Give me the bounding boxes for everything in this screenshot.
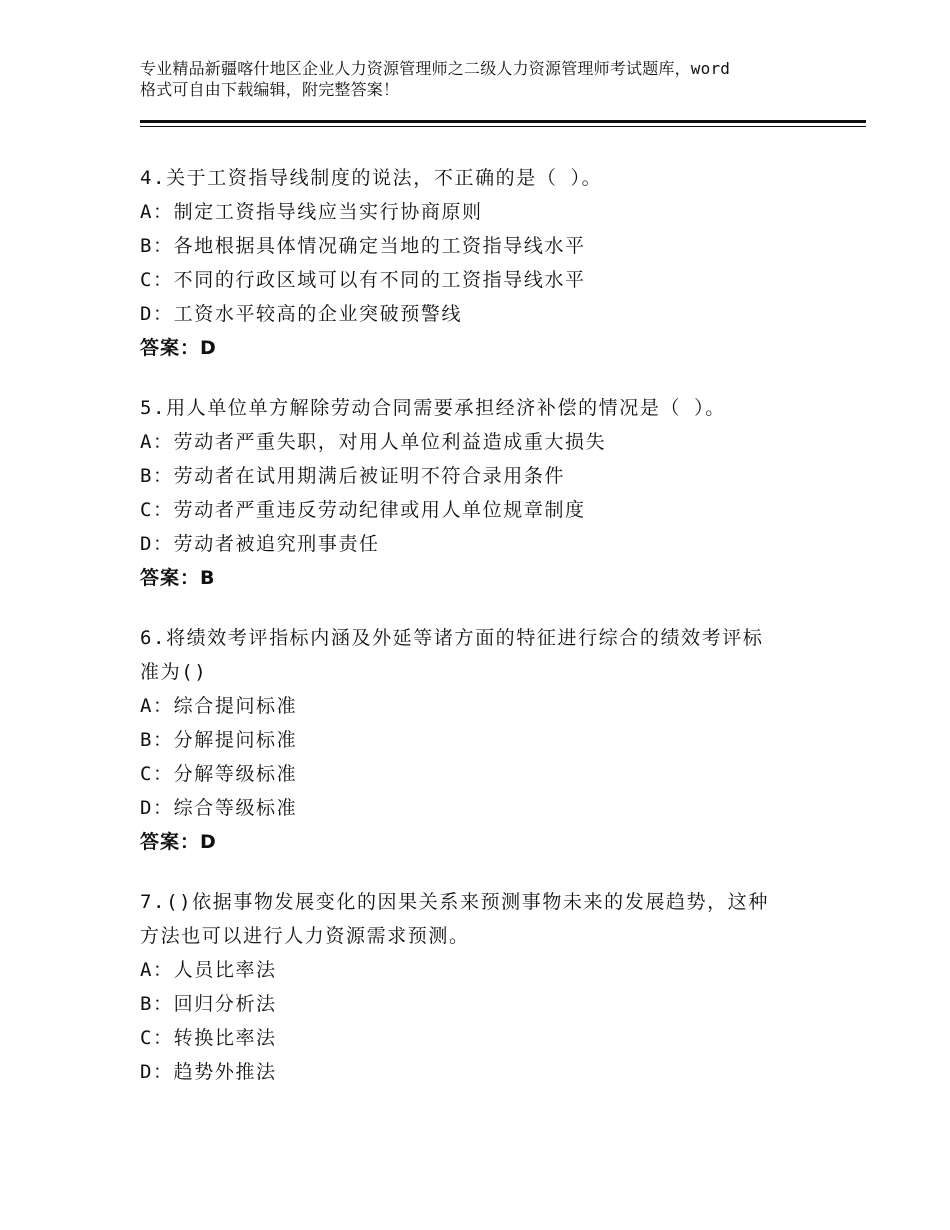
option-d: D：综合等级标准 (140, 797, 298, 819)
answer-label: 答案：D (140, 831, 217, 853)
option-c: C：劳动者严重违反劳动纪律或用人单位规章制度 (140, 499, 586, 521)
question-4 (140, 161, 820, 365)
header-line-1: 专业精品新疆喀什地区企业人力资源管理师之二级人力资源管理师考试题库，word (140, 59, 731, 78)
option-a: A：人员比率法 (140, 959, 277, 981)
option-d: D：工资水平较高的企业突破预警线 (140, 303, 463, 325)
answer-label: 答案：D (140, 337, 217, 359)
header-rule-thin (140, 126, 866, 127)
option-d: D：劳动者被追究刑事责任 (140, 533, 380, 555)
header-line-2: 格式可自由下载编辑，附完整答案！ (140, 80, 400, 99)
option-a: A：综合提问标准 (140, 695, 298, 717)
option-c: C：转换比率法 (140, 1027, 277, 1049)
header-rule-thick (140, 120, 866, 123)
question-7 (140, 885, 820, 1089)
option-d: D：趋势外推法 (140, 1061, 277, 1083)
question-stem: 4.关于工资指导线制度的说法，不正确的是（ ）。 (140, 167, 603, 189)
question-stem-line-1: 7.()依据事物发展变化的因果关系来预测事物未来的发展趋势，这种 (140, 891, 769, 913)
option-c: C：不同的行政区域可以有不同的工资指导线水平 (140, 269, 586, 291)
answer-label: 答案：B (140, 567, 216, 589)
question-5 (140, 391, 820, 595)
question-stem-line-1: 6.将绩效考评指标内涵及外延等诸方面的特征进行综合的绩效考评标 (140, 627, 764, 649)
question-stem-line-2: 准为() (140, 661, 208, 683)
option-b: B：回归分析法 (140, 993, 277, 1015)
option-a: A：制定工资指导线应当实行协商原则 (140, 201, 483, 223)
document-header (140, 58, 840, 100)
option-b: B：各地根据具体情况确定当地的工资指导线水平 (140, 235, 586, 257)
option-a: A：劳动者严重失职，对用人单位利益造成重大损失 (140, 431, 607, 453)
option-b: B：劳动者在试用期满后被证明不符合录用条件 (140, 465, 566, 487)
question-list (140, 161, 820, 1115)
question-stem-line-2: 方法也可以进行人力资源需求预测。 (140, 925, 470, 947)
question-stem: 5.用人单位单方解除劳动合同需要承担经济补偿的情况是（ ）。 (140, 397, 726, 419)
option-c: C：分解等级标准 (140, 763, 298, 785)
option-b: B：分解提问标准 (140, 729, 298, 751)
question-6 (140, 621, 820, 859)
